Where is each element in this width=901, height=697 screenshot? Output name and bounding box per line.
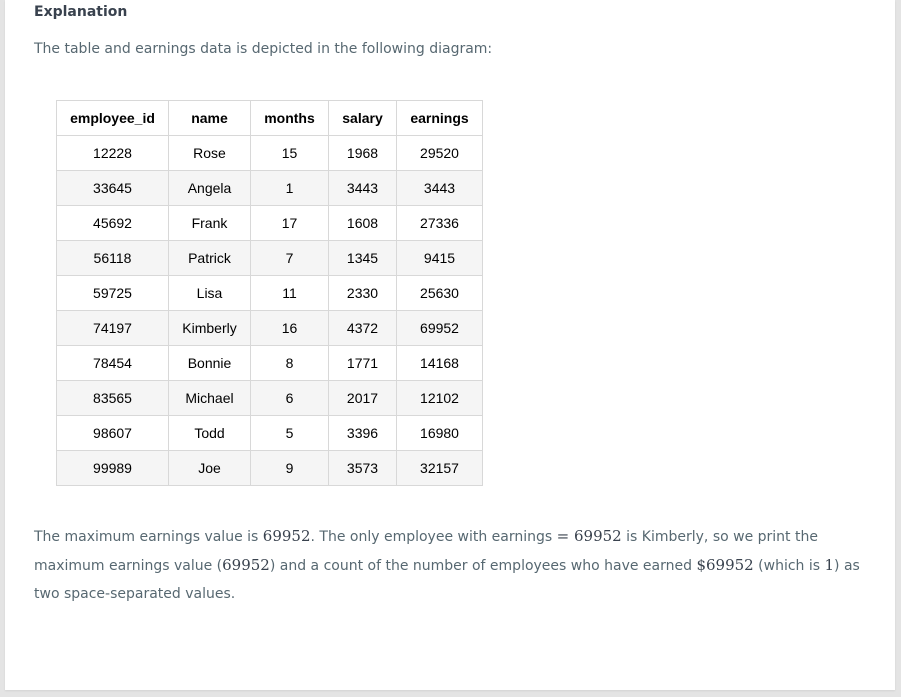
table-body [57, 136, 483, 486]
table-cell: 45692 [57, 206, 169, 241]
table-cell: 27336 [397, 206, 483, 241]
table-cell: 99989 [57, 451, 169, 486]
explanation-text [34, 522, 874, 608]
table-cell: 9415 [397, 241, 483, 276]
explanation-segment: The maximum earnings value is [34, 529, 263, 545]
column-header: salary [329, 101, 397, 136]
table-row [57, 346, 483, 381]
table-row [57, 241, 483, 276]
table-cell: 78454 [57, 346, 169, 381]
table-row [57, 136, 483, 171]
table-cell: Joe [169, 451, 251, 486]
table-cell: Kimberly [169, 311, 251, 346]
table-cell: Angela [169, 171, 251, 206]
table-cell: 16980 [397, 416, 483, 451]
table-cell: 5 [251, 416, 329, 451]
table-cell: 3443 [397, 171, 483, 206]
table-cell: 1345 [329, 241, 397, 276]
table-cell: 14168 [397, 346, 483, 381]
column-header: months [251, 101, 329, 136]
table-cell: 74197 [57, 311, 169, 346]
content-card [5, 0, 895, 690]
explanation-segment: ) as two space-separated values. [34, 558, 860, 602]
table-cell: 16 [251, 311, 329, 346]
table-cell: 56118 [57, 241, 169, 276]
math-value: $69952 [696, 556, 754, 574]
math-value: 69952 [222, 556, 270, 574]
table-cell: 98607 [57, 416, 169, 451]
table-cell: 4372 [329, 311, 397, 346]
table-cell: 12102 [397, 381, 483, 416]
table-cell: 7 [251, 241, 329, 276]
table-cell: Lisa [169, 276, 251, 311]
table-cell: 17 [251, 206, 329, 241]
table-cell: 9 [251, 451, 329, 486]
intro-text: The table and earnings data is depicted in the following diagram: [34, 41, 493, 57]
table-cell: Bonnie [169, 346, 251, 381]
column-header: name [169, 101, 251, 136]
section-heading: Explanation [34, 4, 128, 20]
table-cell: 32157 [397, 451, 483, 486]
column-header: employee_id [57, 101, 169, 136]
table-cell: 59725 [57, 276, 169, 311]
math-value: 69952 [262, 527, 311, 545]
table-cell: 25630 [397, 276, 483, 311]
table-cell: 15 [251, 136, 329, 171]
table-row [57, 451, 483, 486]
table-cell: 1771 [329, 346, 397, 381]
table-row [57, 171, 483, 206]
table-cell: 1 [251, 171, 329, 206]
table-cell: 1968 [329, 136, 397, 171]
table-cell: 2017 [329, 381, 397, 416]
table-cell: Todd [169, 416, 251, 451]
table-cell: Michael [169, 381, 251, 416]
table-cell: 3573 [329, 451, 397, 486]
earnings-table [56, 100, 483, 486]
math-value: = 69952 [556, 527, 622, 545]
explanation-segment: . The only employee with earnings [310, 529, 557, 545]
table-row [57, 206, 483, 241]
table-row [57, 381, 483, 416]
table-cell: Rose [169, 136, 251, 171]
table-cell: 3443 [329, 171, 397, 206]
column-header: earnings [397, 101, 483, 136]
table-cell: 1608 [329, 206, 397, 241]
table-cell: Patrick [169, 241, 251, 276]
table-cell: 2330 [329, 276, 397, 311]
explanation-segment: (which is [753, 558, 825, 574]
table-cell: 69952 [397, 311, 483, 346]
table-cell: 3396 [329, 416, 397, 451]
table-cell: Frank [169, 206, 251, 241]
table-cell: 8 [251, 346, 329, 381]
math-value: 1 [824, 556, 835, 574]
table-header-row [57, 101, 483, 136]
table-cell: 11 [251, 276, 329, 311]
explanation-segment: is Kimberly, so we print the maximum earnings value ( [34, 529, 818, 574]
table-row [57, 311, 483, 346]
table-cell: 12228 [57, 136, 169, 171]
table-row [57, 276, 483, 311]
explanation-segment: ) and a count of the number of employees who have earned [269, 558, 697, 574]
table-cell: 83565 [57, 381, 169, 416]
table-cell: 29520 [397, 136, 483, 171]
table-cell: 6 [251, 381, 329, 416]
table-cell: 33645 [57, 171, 169, 206]
table-row [57, 416, 483, 451]
